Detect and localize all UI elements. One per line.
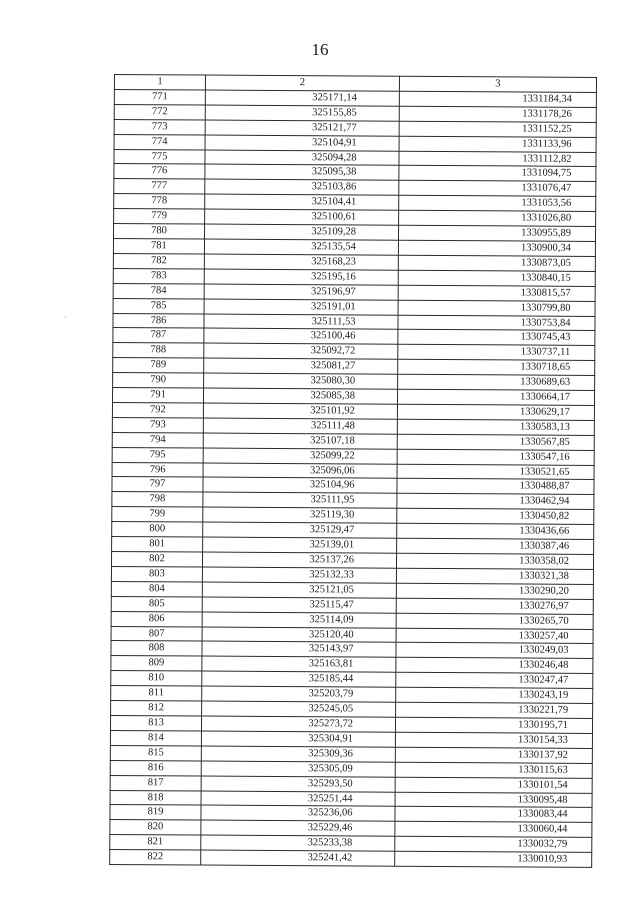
table-row <box>110 850 592 868</box>
cell-y-coordinate: 1330246,48 <box>396 658 593 674</box>
cell-y-coordinate: 1330195,71 <box>395 717 592 733</box>
cell-x-coordinate: 325135,54 <box>204 239 398 255</box>
cell-x-coordinate: 325096,06 <box>203 463 397 479</box>
cell-y-coordinate: 1331178,26 <box>399 106 596 122</box>
cell-point-number: 809 <box>111 656 202 671</box>
cell-point-number: 822 <box>110 850 201 865</box>
cell-x-coordinate: 325121,05 <box>202 582 396 598</box>
column-header-y: 3 <box>399 76 596 92</box>
cell-x-coordinate: 325304,91 <box>201 731 395 747</box>
cell-y-coordinate: 1330010,93 <box>395 851 592 867</box>
cell-y-coordinate: 1330664,17 <box>397 389 594 405</box>
cell-point-number: 810 <box>111 671 202 686</box>
cell-point-number: 820 <box>110 820 201 835</box>
cell-y-coordinate: 1331152,25 <box>399 121 596 137</box>
cell-x-coordinate: 325305,09 <box>201 761 395 777</box>
cell-x-coordinate: 325273,72 <box>201 716 395 732</box>
cell-point-number: 814 <box>110 730 201 745</box>
cell-y-coordinate: 1330718,65 <box>398 359 595 375</box>
cell-x-coordinate: 325168,23 <box>204 254 398 270</box>
cell-y-coordinate: 1330290,20 <box>396 583 593 599</box>
cell-y-coordinate: 1331094,75 <box>399 166 596 182</box>
cell-y-coordinate: 1331133,96 <box>399 136 596 152</box>
cell-x-coordinate: 325120,40 <box>202 627 396 643</box>
cell-y-coordinate: 1330154,33 <box>395 732 592 748</box>
cell-x-coordinate: 325196,97 <box>204 284 398 300</box>
cell-x-coordinate: 325121,77 <box>205 120 399 136</box>
cell-x-coordinate: 325100,46 <box>204 328 398 344</box>
cell-x-coordinate: 325229,46 <box>201 820 395 836</box>
cell-x-coordinate: 325293,50 <box>201 776 395 792</box>
cell-x-coordinate: 325233,38 <box>201 835 395 851</box>
cell-x-coordinate: 325099,22 <box>203 448 397 464</box>
margin-mark: · <box>64 313 67 322</box>
cell-x-coordinate: 325104,41 <box>205 194 399 210</box>
cell-y-coordinate: 1331076,47 <box>399 181 596 197</box>
cell-x-coordinate: 325100,61 <box>205 209 399 225</box>
cell-y-coordinate: 1330243,19 <box>396 687 593 703</box>
cell-y-coordinate: 1330221,79 <box>396 702 593 718</box>
cell-x-coordinate: 325104,91 <box>205 135 399 151</box>
cell-point-number: 783 <box>113 268 204 283</box>
cell-y-coordinate: 1330095,48 <box>395 792 592 808</box>
cell-point-number: 778 <box>114 194 205 209</box>
cell-point-number: 792 <box>112 402 203 417</box>
cell-x-coordinate: 325119,30 <box>203 507 397 523</box>
cell-x-coordinate: 325245,05 <box>202 701 396 717</box>
cell-x-coordinate: 325137,26 <box>202 552 396 568</box>
cell-y-coordinate: 1330450,82 <box>397 509 594 525</box>
cell-y-coordinate: 1330521,65 <box>397 464 594 480</box>
cell-y-coordinate: 1330358,02 <box>396 553 593 569</box>
cell-point-number: 791 <box>112 388 203 403</box>
cell-x-coordinate: 325163,81 <box>202 656 396 672</box>
cell-y-coordinate: 1331026,80 <box>399 210 596 226</box>
cell-x-coordinate: 325111,95 <box>203 492 397 508</box>
cell-x-coordinate: 325185,44 <box>202 671 396 687</box>
cell-y-coordinate: 1330753,84 <box>398 315 595 331</box>
page-number: 16 <box>311 40 329 59</box>
cell-y-coordinate: 1331053,56 <box>399 195 596 211</box>
cell-point-number: 803 <box>111 566 202 581</box>
cell-point-number: 796 <box>112 462 203 477</box>
cell-x-coordinate: 325081,27 <box>204 358 398 374</box>
cell-point-number: 817 <box>110 775 201 790</box>
cell-x-coordinate: 325132,33 <box>202 567 396 583</box>
cell-point-number: 786 <box>113 313 204 328</box>
cell-point-number: 788 <box>113 343 204 358</box>
cell-y-coordinate: 1330276,97 <box>396 598 593 614</box>
cell-point-number: 794 <box>112 432 203 447</box>
cell-x-coordinate: 325309,36 <box>201 746 395 762</box>
cell-y-coordinate: 1330799,80 <box>398 300 595 316</box>
cell-x-coordinate: 325114,09 <box>202 612 396 628</box>
cell-x-coordinate: 325236,06 <box>201 805 395 821</box>
cell-y-coordinate: 1330873,05 <box>398 255 595 271</box>
cell-point-number: 806 <box>111 611 202 626</box>
cell-x-coordinate: 325203,79 <box>202 686 396 702</box>
cell-y-coordinate: 1330547,16 <box>397 449 594 465</box>
cell-point-number: 795 <box>112 447 203 462</box>
cell-x-coordinate: 325094,28 <box>205 150 399 166</box>
cell-y-coordinate: 1330583,13 <box>397 419 594 435</box>
cell-x-coordinate: 325171,14 <box>205 90 399 106</box>
cell-y-coordinate: 1330247,47 <box>396 672 593 688</box>
cell-y-coordinate: 1330955,89 <box>398 225 595 241</box>
cell-y-coordinate: 1330815,57 <box>398 285 595 301</box>
cell-x-coordinate: 325107,18 <box>203 433 397 449</box>
cell-x-coordinate: 325111,48 <box>203 418 397 434</box>
cell-y-coordinate: 1330265,70 <box>396 613 593 629</box>
cell-x-coordinate: 325109,28 <box>204 224 398 240</box>
cell-point-number: 771 <box>114 89 205 104</box>
cell-point-number: 804 <box>111 581 202 596</box>
cell-y-coordinate: 1330101,54 <box>395 777 592 793</box>
cell-point-number: 818 <box>110 790 201 805</box>
cell-point-number: 816 <box>110 760 201 775</box>
cell-point-number: 801 <box>112 537 203 552</box>
cell-x-coordinate: 325129,47 <box>203 522 397 538</box>
cell-point-number: 789 <box>113 358 204 373</box>
cell-x-coordinate: 325143,97 <box>202 641 396 657</box>
cell-y-coordinate: 1330900,34 <box>398 240 595 256</box>
cell-point-number: 780 <box>113 224 204 239</box>
cell-x-coordinate: 325085,38 <box>203 388 397 404</box>
cell-point-number: 785 <box>113 298 204 313</box>
cell-x-coordinate: 325139,01 <box>203 537 397 553</box>
cell-point-number: 808 <box>111 641 202 656</box>
cell-point-number: 805 <box>111 596 202 611</box>
cell-point-number: 807 <box>111 626 202 641</box>
cell-x-coordinate: 325101,92 <box>203 403 397 419</box>
cell-point-number: 812 <box>111 701 202 716</box>
cell-y-coordinate: 1330488,87 <box>397 479 594 495</box>
cell-y-coordinate: 1330032,79 <box>395 836 592 852</box>
cell-point-number: 777 <box>114 179 205 194</box>
cell-y-coordinate: 1330083,44 <box>395 807 592 823</box>
cell-y-coordinate: 1330462,94 <box>397 494 594 510</box>
cell-y-coordinate: 1330567,85 <box>397 434 594 450</box>
cell-x-coordinate: 325241,42 <box>201 850 395 866</box>
cell-point-number: 802 <box>111 551 202 566</box>
cell-point-number: 774 <box>114 134 205 149</box>
cell-x-coordinate: 325191,01 <box>204 299 398 315</box>
cell-y-coordinate: 1330137,92 <box>395 747 592 763</box>
cell-point-number: 775 <box>114 149 205 164</box>
cell-point-number: 776 <box>114 164 205 179</box>
coordinates-table <box>109 74 597 868</box>
cell-point-number: 779 <box>114 209 205 224</box>
cell-point-number: 782 <box>113 253 204 268</box>
cell-point-number: 773 <box>114 119 205 134</box>
cell-y-coordinate: 1331184,34 <box>399 91 596 107</box>
cell-x-coordinate: 325095,38 <box>205 164 399 180</box>
cell-point-number: 799 <box>112 507 203 522</box>
cell-x-coordinate: 325195,16 <box>204 269 398 285</box>
column-header-x: 2 <box>205 75 399 91</box>
cell-y-coordinate: 1330840,15 <box>398 270 595 286</box>
cell-point-number: 797 <box>112 477 203 492</box>
cell-y-coordinate: 1330629,17 <box>397 404 594 420</box>
cell-point-number: 784 <box>113 283 204 298</box>
cell-y-coordinate: 1331112,82 <box>399 151 596 167</box>
cell-point-number: 821 <box>110 835 201 850</box>
cell-x-coordinate: 325111,53 <box>204 314 398 330</box>
cell-x-coordinate: 325155,85 <box>205 105 399 121</box>
cell-y-coordinate: 1330115,63 <box>395 762 592 778</box>
cell-y-coordinate: 1330745,43 <box>398 330 595 346</box>
cell-y-coordinate: 1330249,03 <box>396 643 593 659</box>
cell-y-coordinate: 1330387,46 <box>397 538 594 554</box>
cell-y-coordinate: 1330257,40 <box>396 628 593 644</box>
cell-x-coordinate: 325092,72 <box>204 343 398 359</box>
column-header-number: 1 <box>114 75 205 90</box>
table-body <box>110 89 597 867</box>
cell-y-coordinate: 1330436,66 <box>397 523 594 539</box>
cell-y-coordinate: 1330737,11 <box>398 345 595 361</box>
cell-x-coordinate: 325104,96 <box>203 478 397 494</box>
cell-y-coordinate: 1330321,38 <box>396 568 593 584</box>
cell-y-coordinate: 1330060,44 <box>395 822 592 838</box>
cell-y-coordinate: 1330689,63 <box>398 374 595 390</box>
cell-point-number: 813 <box>110 715 201 730</box>
cell-point-number: 787 <box>113 328 204 343</box>
cell-point-number: 781 <box>113 238 204 253</box>
cell-point-number: 811 <box>111 686 202 701</box>
cell-point-number: 800 <box>112 522 203 537</box>
cell-point-number: 793 <box>112 417 203 432</box>
cell-x-coordinate: 325115,47 <box>202 597 396 613</box>
cell-point-number: 790 <box>113 373 204 388</box>
cell-x-coordinate: 325103,86 <box>205 179 399 195</box>
cell-x-coordinate: 325080,30 <box>204 373 398 389</box>
cell-x-coordinate: 325251,44 <box>201 791 395 807</box>
cell-point-number: 772 <box>114 104 205 119</box>
cell-point-number: 815 <box>110 745 201 760</box>
cell-point-number: 798 <box>112 492 203 507</box>
cell-point-number: 819 <box>110 805 201 820</box>
